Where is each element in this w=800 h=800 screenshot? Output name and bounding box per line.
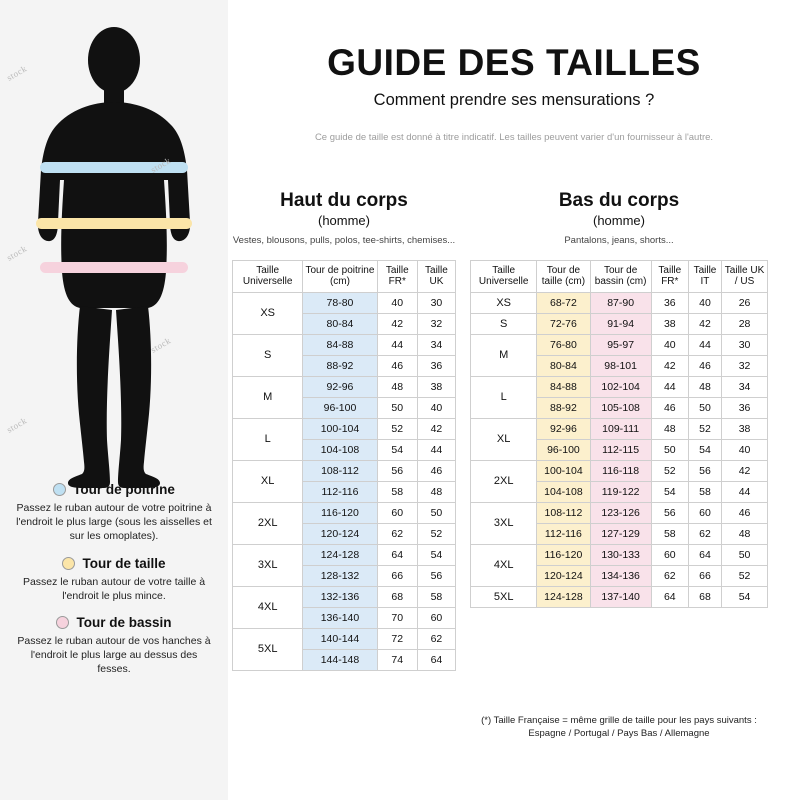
watermark-text: stock xyxy=(4,415,29,435)
table-row xyxy=(233,502,456,523)
table-cell: 46 xyxy=(377,355,417,376)
table-cell: 96-100 xyxy=(537,439,590,460)
column-header: Taille Universelle xyxy=(233,260,303,292)
waist-measure-band xyxy=(36,218,192,229)
table-cell: 54 xyxy=(688,439,721,460)
table-cell: 66 xyxy=(377,565,417,586)
table-cell: 44 xyxy=(722,481,768,502)
circle-hips-icon xyxy=(56,616,69,629)
table-cell: 32 xyxy=(722,355,768,376)
table-row xyxy=(233,334,456,355)
table-cell: 64 xyxy=(417,649,455,670)
table-cell: 92-96 xyxy=(537,418,590,439)
table-cell: 68 xyxy=(688,586,721,607)
table-cell: 40 xyxy=(651,334,688,355)
table-cell: 116-120 xyxy=(303,502,377,523)
lower-body-subtitle: (homme) xyxy=(592,213,645,228)
size-label-cell: S xyxy=(471,313,537,334)
table-cell: 100-104 xyxy=(537,460,590,481)
table-cell: 48 xyxy=(722,523,768,544)
table-row xyxy=(233,544,456,565)
table-cell: 62 xyxy=(688,523,721,544)
column-header: Taille Universelle xyxy=(471,260,537,292)
table-cell: 60 xyxy=(417,607,455,628)
size-label-cell: 2XL xyxy=(471,460,537,502)
table-row xyxy=(233,418,456,439)
table-cell: 124-128 xyxy=(303,544,377,565)
table-cell: 108-112 xyxy=(303,460,377,481)
upper-body-subtitle: (homme) xyxy=(317,213,370,228)
lower-body-description: Pantalons, jeans, shorts... xyxy=(564,235,674,246)
table-cell: 52 xyxy=(688,418,721,439)
table-cell: 42 xyxy=(651,355,688,376)
table-cell: 38 xyxy=(722,418,768,439)
table-cell: 104-108 xyxy=(303,439,377,460)
table-cell: 48 xyxy=(651,418,688,439)
legend-item-waist xyxy=(10,556,218,603)
circle-waist-icon xyxy=(62,557,75,570)
table-cell: 137-140 xyxy=(590,586,651,607)
table-cell: 54 xyxy=(651,481,688,502)
table-cell: 46 xyxy=(651,397,688,418)
table-row xyxy=(233,460,456,481)
table-cell: 98-101 xyxy=(590,355,651,376)
table-cell: 105-108 xyxy=(590,397,651,418)
table-cell: 140-144 xyxy=(303,628,377,649)
table-cell: 72-76 xyxy=(537,313,590,334)
page-title: GUIDE DES TAILLES xyxy=(327,42,701,83)
table-cell: 40 xyxy=(417,397,455,418)
table-cell: 76-80 xyxy=(537,334,590,355)
table-cell: 91-94 xyxy=(590,313,651,334)
circle-chest-icon xyxy=(53,483,66,496)
column-header: Tour de taille (cm) xyxy=(537,260,590,292)
table-cell: 128-132 xyxy=(303,565,377,586)
measurement-legend xyxy=(0,482,228,688)
table-cell: 50 xyxy=(377,397,417,418)
silhouette-panel xyxy=(0,0,228,800)
legend-item-hips xyxy=(10,615,218,677)
table-cell: 120-124 xyxy=(303,523,377,544)
table-cell: 144-148 xyxy=(303,649,377,670)
table-cell: 54 xyxy=(377,439,417,460)
upper-body-title: Haut du corps xyxy=(280,190,408,211)
table-cell: 40 xyxy=(688,292,721,313)
legend-item-chest xyxy=(10,482,218,544)
table-cell: 87-90 xyxy=(590,292,651,313)
page-subtitle: Comment prendre ses mensurations ? xyxy=(373,91,655,109)
legend-text-chest: Passez le ruban autour de votre poitrine à l'endroit le plus large (sous les aisselles et sur les omoplates). xyxy=(16,502,212,543)
disclaimer-text: Ce guide de taille est donné à titre indicatif. Les tailles peuvent varier d'un fournisseur à l'autre. xyxy=(314,132,714,143)
table-cell: 116-120 xyxy=(537,544,590,565)
table-cell: 78-80 xyxy=(303,292,377,313)
table-cell: 48 xyxy=(417,481,455,502)
table-cell: 80-84 xyxy=(303,313,377,334)
size-label-cell: 4XL xyxy=(233,586,303,628)
column-header: Taille UK xyxy=(417,260,455,292)
table-cell: 34 xyxy=(722,376,768,397)
table-cell: 30 xyxy=(722,334,768,355)
size-label-cell: XS xyxy=(233,292,303,334)
size-label-cell: XS xyxy=(471,292,537,313)
table-cell: 109-111 xyxy=(590,418,651,439)
table-cell: 58 xyxy=(417,586,455,607)
table-cell: 104-108 xyxy=(537,481,590,502)
column-header: Taille FR* xyxy=(651,260,688,292)
table-cell: 130-133 xyxy=(590,544,651,565)
table-row xyxy=(471,460,768,481)
column-header: Tour de bassin (cm) xyxy=(590,260,651,292)
table-cell: 132-136 xyxy=(303,586,377,607)
table-cell: 96-100 xyxy=(303,397,377,418)
legend-title-hips: Tour de bassin xyxy=(76,614,172,630)
table-cell: 56 xyxy=(688,460,721,481)
size-label-cell: XL xyxy=(233,460,303,502)
table-cell: 48 xyxy=(377,376,417,397)
table-cell: 52 xyxy=(377,418,417,439)
table-cell: 30 xyxy=(417,292,455,313)
watermark-text: stock xyxy=(4,63,29,83)
table-cell: 38 xyxy=(417,376,455,397)
table-cell: 84-88 xyxy=(537,376,590,397)
table-cell: 112-115 xyxy=(590,439,651,460)
legend-title-waist: Tour de taille xyxy=(82,555,166,571)
table-cell: 36 xyxy=(722,397,768,418)
silhouette-svg xyxy=(0,10,228,490)
table-cell: 48 xyxy=(688,376,721,397)
table-cell: 28 xyxy=(722,313,768,334)
table-cell: 44 xyxy=(417,439,455,460)
table-cell: 116-118 xyxy=(590,460,651,481)
table-cell: 58 xyxy=(688,481,721,502)
size-label-cell: L xyxy=(233,418,303,460)
size-label-cell: 2XL xyxy=(233,502,303,544)
table-cell: 42 xyxy=(722,460,768,481)
size-label-cell: L xyxy=(471,376,537,418)
table-cell: 56 xyxy=(417,565,455,586)
table-cell: 54 xyxy=(417,544,455,565)
table-cell: 36 xyxy=(417,355,455,376)
table-cell: 74 xyxy=(377,649,417,670)
watermark-text: stock xyxy=(148,155,173,175)
table-row xyxy=(471,376,768,397)
size-label-cell: 3XL xyxy=(471,502,537,544)
table-cell: 88-92 xyxy=(537,397,590,418)
table-row xyxy=(471,586,768,607)
table-row xyxy=(471,544,768,565)
lower-body-title: Bas du corps xyxy=(558,190,680,211)
table-cell: 46 xyxy=(417,460,455,481)
table-row xyxy=(233,628,456,649)
table-cell: 50 xyxy=(688,397,721,418)
table-cell: 42 xyxy=(688,313,721,334)
table-cell: 88-92 xyxy=(303,355,377,376)
table-cell: 95-97 xyxy=(590,334,651,355)
table-cell: 38 xyxy=(651,313,688,334)
table-cell: 108-112 xyxy=(537,502,590,523)
table-row xyxy=(471,292,768,313)
size-label-cell: XL xyxy=(471,418,537,460)
column-header: Taille UK / US xyxy=(722,260,768,292)
hips-measure-band xyxy=(40,262,188,273)
table-cell: 60 xyxy=(651,544,688,565)
table-cell: 50 xyxy=(417,502,455,523)
table-cell: 52 xyxy=(722,565,768,586)
column-header: Tour de poitrine (cm) xyxy=(303,260,377,292)
table-cell: 64 xyxy=(688,544,721,565)
table-cell: 62 xyxy=(417,628,455,649)
size-label-cell: 4XL xyxy=(471,544,537,586)
table-cell: 42 xyxy=(377,313,417,334)
table-cell: 58 xyxy=(377,481,417,502)
column-header: Taille IT xyxy=(688,260,721,292)
table-row xyxy=(471,418,768,439)
table-cell: 50 xyxy=(651,439,688,460)
footnote-text: (*) Taille Française = même grille de taille pour les pays suivants : Espagne / Portugal / Pays Bas / Allemagne xyxy=(481,715,757,740)
table-cell: 92-96 xyxy=(303,376,377,397)
table-cell: 120-124 xyxy=(537,565,590,586)
size-label-cell: 3XL xyxy=(233,544,303,586)
legend-text-hips: Passez le ruban autour de vos hanches à l'endroit le plus large au dessus des fesses. xyxy=(17,634,211,676)
table-cell: 62 xyxy=(651,565,688,586)
table-cell: 112-116 xyxy=(537,523,590,544)
lower-body-table xyxy=(470,260,768,608)
table-cell: 119-122 xyxy=(590,481,651,502)
table-cell: 32 xyxy=(417,313,455,334)
size-label-cell: 5XL xyxy=(233,628,303,670)
table-cell: 112-116 xyxy=(303,481,377,502)
size-label-cell: S xyxy=(233,334,303,376)
table-cell: 44 xyxy=(377,334,417,355)
legend-title-chest: Tour de poitrine xyxy=(73,482,175,497)
table-cell: 52 xyxy=(417,523,455,544)
watermark-text: stock xyxy=(148,335,173,355)
table-cell: 66 xyxy=(688,565,721,586)
table-cell: 102-104 xyxy=(590,376,651,397)
table-row xyxy=(233,586,456,607)
upper-body-description: Vestes, blousons, pulls, polos, tee-shirts, chemises... xyxy=(232,235,456,246)
male-silhouette-illustration xyxy=(0,10,228,490)
table-cell: 68 xyxy=(377,586,417,607)
table-cell: 56 xyxy=(651,502,688,523)
table-cell: 123-126 xyxy=(590,502,651,523)
table-cell: 40 xyxy=(377,292,417,313)
table-cell: 80-84 xyxy=(537,355,590,376)
table-cell: 124-128 xyxy=(537,586,590,607)
table-cell: 44 xyxy=(651,376,688,397)
table-cell: 72 xyxy=(377,628,417,649)
table-cell: 68-72 xyxy=(537,292,590,313)
table-cell: 40 xyxy=(722,439,768,460)
table-cell: 58 xyxy=(651,523,688,544)
table-cell: 46 xyxy=(722,502,768,523)
table-cell: 60 xyxy=(688,502,721,523)
size-label-cell: 5XL xyxy=(471,586,537,607)
column-header: Taille FR* xyxy=(377,260,417,292)
table-cell: 62 xyxy=(377,523,417,544)
table-row xyxy=(471,313,768,334)
table-cell: 70 xyxy=(377,607,417,628)
table-cell: 52 xyxy=(651,460,688,481)
table-cell: 127-129 xyxy=(590,523,651,544)
table-cell: 42 xyxy=(417,418,455,439)
table-cell: 56 xyxy=(377,460,417,481)
table-cell: 100-104 xyxy=(303,418,377,439)
upper-body-table xyxy=(232,260,456,671)
lower-body-section xyxy=(470,190,768,608)
table-cell: 136-140 xyxy=(303,607,377,628)
table-cell: 44 xyxy=(688,334,721,355)
page-header xyxy=(228,0,800,143)
table-row xyxy=(471,502,768,523)
table-row xyxy=(233,376,456,397)
table-cell: 64 xyxy=(377,544,417,565)
upper-body-section xyxy=(232,190,456,671)
table-cell: 26 xyxy=(722,292,768,313)
table-cell: 60 xyxy=(377,502,417,523)
legend-text-waist: Passez le ruban autour de votre taille à l'endroit le plus mince. xyxy=(22,575,206,602)
table-cell: 46 xyxy=(688,355,721,376)
table-cell: 54 xyxy=(722,586,768,607)
table-cell: 64 xyxy=(651,586,688,607)
table-cell: 134-136 xyxy=(590,565,651,586)
watermark-text: stock xyxy=(4,243,29,263)
table-row xyxy=(233,292,456,313)
table-row xyxy=(471,334,768,355)
table-cell: 50 xyxy=(722,544,768,565)
table-cell: 36 xyxy=(651,292,688,313)
table-cell: 34 xyxy=(417,334,455,355)
table-cell: 84-88 xyxy=(303,334,377,355)
size-label-cell: M xyxy=(471,334,537,376)
size-label-cell: M xyxy=(233,376,303,418)
